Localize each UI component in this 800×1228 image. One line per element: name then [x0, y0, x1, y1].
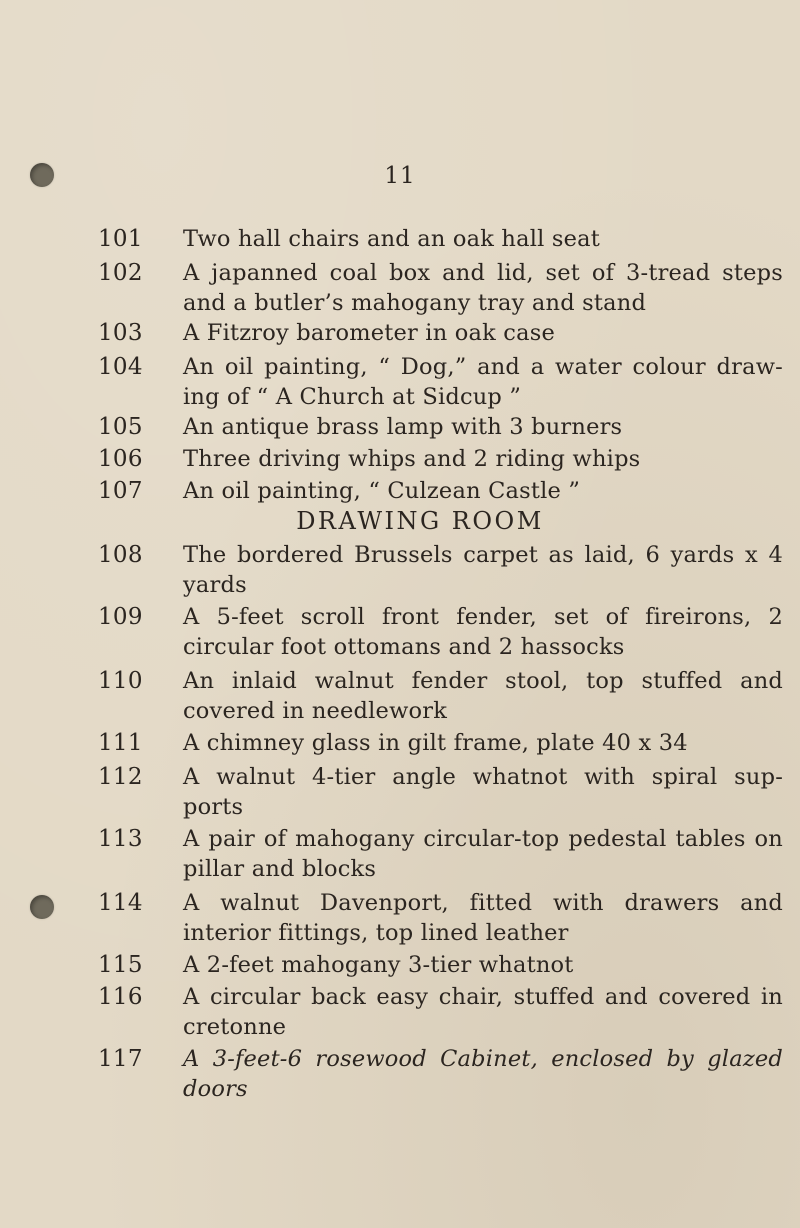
lot-description: An oil painting, “ Culzean Castle ” — [183, 478, 581, 504]
lot-description: A walnut 4-tier angle whatnot with spiral sup- ports — [183, 764, 783, 820]
section-heading: DRAWING ROOM — [296, 507, 544, 535]
lot-number: 105 — [98, 414, 143, 440]
lot-description: The bordered Brussels carpet as laid, 6 yards x 4 yards — [183, 542, 783, 598]
lot-description: A chimney glass in gilt frame, plate 40 x 34 — [183, 730, 688, 756]
lot-description: An inlaid walnut fender stool, top stuffed and covered in needlework — [183, 668, 783, 724]
lot-number: 117 — [98, 1046, 143, 1072]
lot-number: 104 — [98, 354, 143, 380]
lot-description: A Fitzroy barometer in oak case — [183, 320, 555, 346]
lot-number: 115 — [98, 952, 143, 978]
lot-description: Two hall chairs and an oak hall seat — [183, 226, 601, 252]
lot-description: A 2-feet mahogany 3-tier whatnot — [183, 952, 574, 978]
lot-description: A circular back easy chair, stuffed and covered in cretonne — [183, 984, 783, 1040]
lot-number: 112 — [98, 764, 143, 790]
lot-number: 113 — [98, 826, 143, 852]
lot-number: 102 — [98, 260, 143, 286]
lot-number: 116 — [98, 984, 143, 1010]
lot-number: 106 — [98, 446, 143, 472]
page-number: 11 — [384, 163, 416, 189]
lot-description: A 3-feet-6 rosewood Cabinet, enclosed by glazed doors — [183, 1046, 783, 1102]
lot-description: A walnut Davenport, fitted with drawers and interior fittings, top lined leather — [183, 890, 783, 946]
lot-number: 109 — [98, 604, 143, 630]
lot-number: 111 — [98, 730, 143, 756]
lot-number: 108 — [98, 542, 143, 568]
lot-number: 103 — [98, 320, 143, 346]
lot-description: A 5-feet scroll front fender, set of fireirons, 2 circular foot ottomans and 2 hassocks — [183, 604, 783, 660]
lot-number: 107 — [98, 478, 143, 504]
lot-description: An oil painting, “ Dog,” and a water colour draw- ing of “ A Church at Sidcup ” — [183, 354, 783, 410]
lot-description: Three driving whips and 2 riding whips — [183, 446, 641, 472]
lot-description: A japanned coal box and lid, set of 3-tread steps and a butler’s mahogany tray and stand — [183, 260, 783, 316]
lot-description: A pair of mahogany circular-top pedestal tables on pillar and blocks — [183, 826, 783, 882]
lot-number: 101 — [98, 226, 143, 252]
lot-number: 110 — [98, 668, 143, 694]
lot-number: 114 — [98, 890, 143, 916]
lot-description: An antique brass lamp with 3 burners — [183, 414, 623, 440]
